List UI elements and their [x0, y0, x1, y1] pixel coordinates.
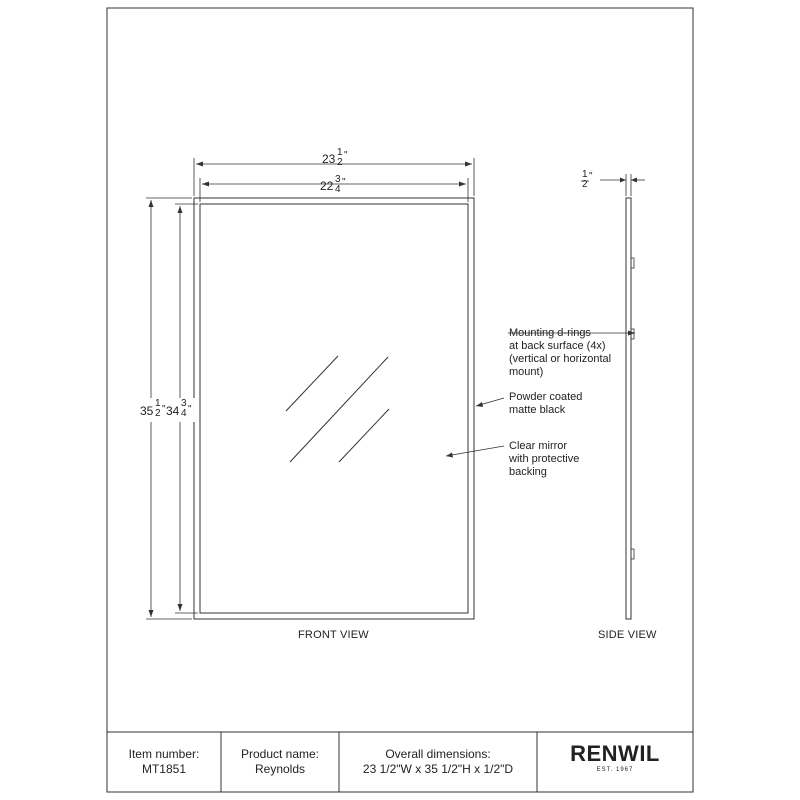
outer-width-arrow-right [465, 162, 472, 167]
depth-inch-mark: " [589, 171, 593, 182]
leader-mirror-arrow [446, 453, 453, 458]
front-view-label: FRONT VIEW [298, 629, 369, 641]
mirror-outer-frame [194, 198, 474, 619]
title-block-item [107, 732, 221, 792]
inner-height-arrow-bottom [178, 604, 183, 611]
note-d-rings-line-2: at back surface (4x) [509, 340, 606, 352]
overall-dimensions-value: 23 1/2"W x 35 1/2"H x 1/2"D [362, 762, 514, 776]
title-block-product [221, 732, 339, 792]
item-number-label: Item number: [128, 747, 200, 761]
inner-height-arrow-top [178, 206, 183, 213]
brand-logo [537, 732, 693, 792]
outer-height-whole: 35 [140, 404, 154, 418]
note-d-rings-line-4: mount) [509, 366, 544, 378]
inner-width-whole: 22 [320, 179, 334, 193]
note-mirror [509, 440, 579, 479]
logo-wordmark: RENWIL [570, 741, 660, 766]
mirror-inner-edge [200, 204, 468, 613]
logo-established: EST. 1967 [596, 767, 634, 773]
note-d-rings-line-3: (vertical or horizontal [509, 353, 612, 365]
reflection-line-2 [290, 357, 388, 462]
inner-height-whole: 34 [166, 404, 180, 418]
inner-width-arrow-right [459, 182, 466, 187]
note-d-rings-line-1: Mounting d-rings [509, 327, 591, 339]
note-mirror-line-3: backing [509, 466, 547, 478]
inner-width-label [320, 175, 360, 195]
outer-width-label [322, 148, 362, 168]
outer-height-num: 1 [155, 398, 161, 409]
note-d-rings [509, 327, 611, 379]
depth-arrow-right [631, 178, 637, 183]
inner-width-den: 4 [335, 184, 341, 195]
outer-width-whole: 23 [322, 152, 336, 166]
note-frame-line-1: Powder coated [509, 391, 583, 403]
outer-height-den: 2 [155, 408, 161, 419]
side-profile [626, 198, 631, 619]
depth-fraction-bar [581, 180, 591, 182]
note-mirror-line-1: Clear mirror [509, 440, 568, 452]
overall-dimensions-label: Overall dimensions: [385, 747, 491, 761]
inner-width-num: 3 [335, 174, 341, 185]
inner-width-arrow-left [202, 182, 209, 187]
outer-height-arrow-bottom [149, 610, 154, 617]
note-frame [509, 391, 582, 417]
leader-frame-arrow [476, 402, 483, 407]
outer-width-inch-mark: " [344, 150, 348, 161]
inner-height-inch-mark: " [188, 404, 192, 415]
product-name-value: Reynolds [254, 762, 306, 776]
item-number-value: MT1851 [141, 762, 187, 776]
inner-height-label [166, 398, 196, 422]
reflection-line-1 [286, 356, 338, 411]
inner-height-num: 3 [181, 398, 187, 409]
side-view-label: SIDE VIEW [598, 629, 657, 641]
note-mirror-line-2: with protective [509, 453, 580, 465]
outer-height-inch-mark: " [162, 404, 166, 415]
reflection-line-3 [339, 409, 389, 462]
inner-width-inch-mark: " [342, 177, 346, 188]
depth-den: 2 [582, 179, 588, 190]
product-name-label: Product name: [240, 747, 320, 761]
inner-height-den: 4 [181, 408, 187, 419]
note-frame-line-2: matte black [509, 404, 566, 416]
depth-arrow-left [620, 178, 626, 183]
leader-mirror [446, 446, 504, 456]
outer-width-arrow-left [196, 162, 203, 167]
outer-height-arrow-top [149, 200, 154, 207]
outer-width-num: 1 [337, 147, 343, 158]
outer-width-den: 2 [337, 157, 343, 168]
depth-num: 1 [582, 169, 588, 180]
title-block-dimensions [339, 732, 537, 792]
